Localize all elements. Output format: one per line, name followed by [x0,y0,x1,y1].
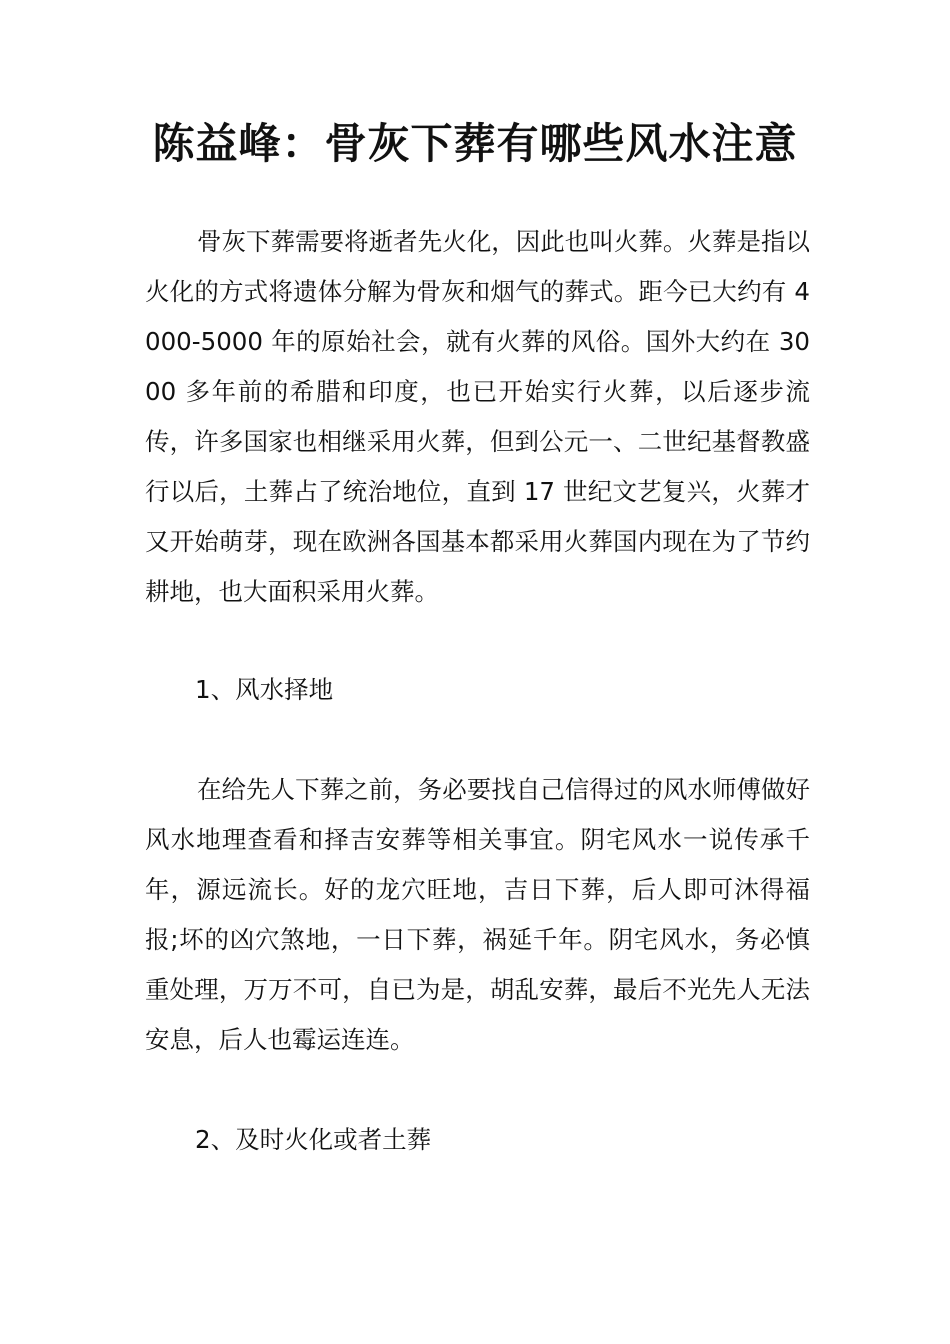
section-1-paragraph: 在给先人下葬之前，务必要找自己信得过的风水师傅做好风水地理查看和择吉安葬等相关事宜。阴宅风水一说传承千年，源远流长。好的龙穴旺地，吉日下葬，后人即可沐得福报;坏的凶穴煞地，一日下葬，祸延千年。阴宅风水，务必慎重处理，万万不可，自已为是，胡乱安葬，最后不光先人无法安息，后人也霉运连连。 [145,775,810,1054]
section-heading-2: 2、及时火化或者土葬 [195,1125,432,1154]
intro-paragraph: 骨灰下葬需要将逝者先火化，因此也叫火葬。火葬是指以火化的方式将遗体分解为骨灰和烟气的葬式。距今已大约有 4000-5000 年的原始社会，就有火葬的风俗。国外大约在 3000 多年前的希腊和印度，也已开始实行火葬，以后逐步流传，许多国家也相继采用火葬，但到公元一、二世纪基督教盛行以后，土葬占了统治地位，直到 17 世纪文艺复兴，火葬才又开始萌芽，现在欧洲各国基本都采用火葬国内现在为了节约耕地，也大面积采用火葬。 [145,227,810,606]
page-title: 陈益峰：骨灰下葬有哪些风水注意 [152,119,798,168]
section-heading-1: 1、风水择地 [195,675,334,704]
